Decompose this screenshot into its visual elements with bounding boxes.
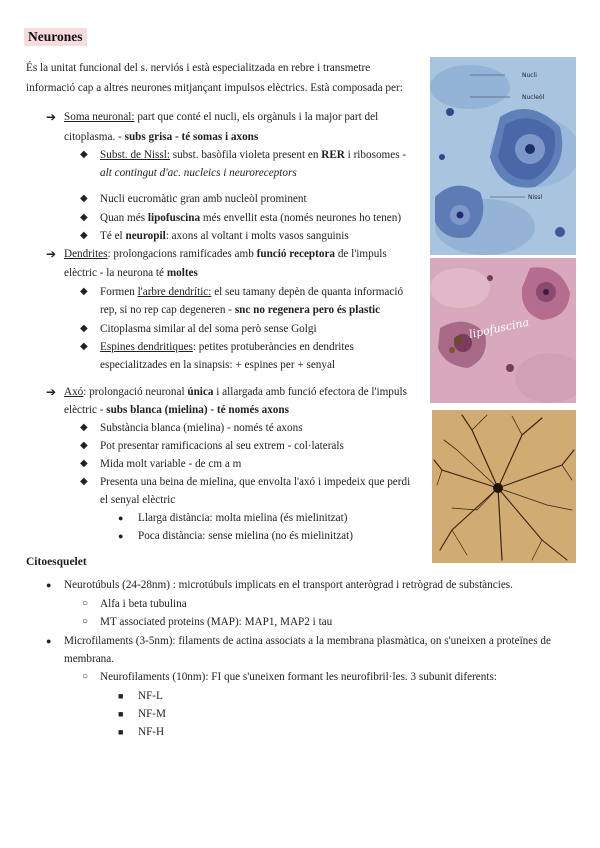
circle-bullet-icon: ○: [82, 598, 89, 609]
dendrites-term: Dendrites: [64, 248, 108, 260]
axo-term: Axó: [64, 386, 84, 398]
section-heading: Citoesquelet: [26, 556, 87, 568]
page-title: Neurones: [24, 28, 87, 46]
soma-line2-bold: subs grisa - té somas i axons: [124, 131, 259, 143]
neuropil-bold: neuropil: [125, 230, 166, 242]
axo-line2-text: elèctric -: [64, 404, 107, 416]
dot-bullet-icon: ●: [118, 531, 124, 541]
tubulin-item: MT associated proteins (MAP): MAP1, MAP2 i tau: [100, 616, 333, 628]
dendrites-line2-text: elèctric - la neurona té: [64, 267, 167, 279]
neuropil-pre: Té el: [100, 230, 126, 242]
nissl-tail: i ribosomes -: [344, 149, 407, 161]
circle-bullet-icon: ○: [82, 616, 89, 627]
diamond-bullet-icon: ◆: [80, 341, 88, 352]
lipo-pre: Quan més: [100, 212, 148, 224]
arbre-pre: Formen: [100, 286, 138, 298]
nissl-bold: RER: [321, 149, 345, 161]
dendrites-text: : prolongacions ramificades amb: [107, 248, 257, 260]
mielina-item: Poca distància: sense mielina (no és mielinitzat): [138, 530, 353, 542]
nissl-term: Subst. de Nissl:: [100, 149, 170, 161]
nucli-item: Nucli eucromàtic gran amb nucleòl prominent: [100, 193, 307, 205]
axo-line-2: [64, 400, 289, 420]
neuropil-item: [100, 226, 349, 246]
tubulin-item: Alfa i beta tubulina: [100, 598, 187, 610]
axo-item: Pot presentar ramificacions al seu extrem - col·laterals: [100, 440, 344, 452]
lipofuscina-item: [100, 208, 401, 228]
soma-line-2: [64, 127, 258, 147]
intro-line-1: És la unitat funcional del s. nerviós i està especialitzada en rebre i transmetre: [26, 62, 371, 74]
microfilaments-line-2: membrana.: [64, 653, 115, 665]
dendrites-line-2: [64, 263, 198, 283]
fig1-label: Nucleòl: [522, 94, 545, 101]
fig1-label: Nucli: [522, 72, 537, 79]
soma-text: part que conté el nucli, els orgànuls i la major part del: [134, 111, 379, 123]
espines-line-2: especialitzades en la sinapsis: + espines per + senyal: [100, 359, 336, 371]
axo-bold: única: [187, 386, 214, 398]
beina-line-2: el senyal elèctric: [100, 494, 176, 506]
dendrites-line-1: [64, 244, 420, 264]
lipofuscina-micrograph: [430, 258, 576, 403]
nf-item: NF-L: [138, 690, 163, 702]
dendrites-tail: de l'impuls: [335, 248, 387, 260]
fig2-label: lipofuscina: [467, 315, 531, 341]
dendrites-bold: funció receptora: [256, 248, 336, 260]
square-bullet-icon: ■: [118, 709, 124, 719]
citoplasma-item: Citoplasma similar al del soma però sense Golgi: [100, 323, 317, 335]
lipo-post: més envellit esta (només neurones ho tenen): [200, 212, 402, 224]
neurofilaments-item: Neurofilaments (10nm): FI que s'uneixen formant les neurofibril·les. 3 subunit diferents:: [100, 671, 497, 683]
dot-bullet-icon: ●: [46, 580, 52, 590]
arrow-bullet-icon: ➔: [46, 247, 57, 261]
fig1-label: Nissl: [528, 194, 543, 201]
microfilaments-line-1: Microfilaments (3-5nm): filaments de actina associats a la membrana plasmàtica, on s'uneixen a proteïnes de: [64, 635, 551, 647]
espines-term: Espines dendritiques: [100, 341, 193, 353]
soma-line-1: [64, 107, 420, 127]
diamond-bullet-icon: ◆: [80, 286, 88, 297]
mielina-item: Llarga distància: molta mielina (és mielinitzat): [138, 512, 348, 524]
diamond-bullet-icon: ◆: [80, 476, 88, 487]
axo-line2-bold: subs blanca (mielina) - té només axons: [106, 404, 289, 416]
nissl-line-2: alt contingut d'ac. nucleics i neuroreceptors: [100, 167, 297, 179]
axo-item: Substància blanca (mielina) - només té axons: [100, 422, 303, 434]
axo-line-1: [64, 382, 424, 402]
diamond-bullet-icon: ◆: [80, 422, 88, 433]
axo-item: Mida molt variable - de cm a m: [100, 458, 242, 470]
intro-line-2: informació cap a altres neurones mitjançant impulsos elèctrics. Està composada per:: [26, 82, 403, 94]
arbre-text: el seu tamany depèn de quanta informació: [211, 286, 404, 298]
diamond-bullet-icon: ◆: [80, 193, 88, 204]
circle-bullet-icon: ○: [82, 671, 89, 682]
arbre-line-2: [100, 300, 380, 320]
dendrites-line2-bold: moltes: [166, 267, 198, 279]
diamond-bullet-icon: ◆: [80, 440, 88, 451]
arbre-term: l'arbre dendrític:: [137, 286, 212, 298]
diamond-bullet-icon: ◆: [80, 323, 88, 334]
arrow-bullet-icon: ➔: [46, 385, 57, 399]
neuropil-post: : axons al voltant i molts vasos sanguinis: [165, 230, 349, 242]
golgi-neuron-image: [432, 410, 576, 563]
arbre-line2-text: rep, si no rep cap degeneren -: [100, 304, 235, 316]
arbre-line-1: [100, 282, 403, 302]
diamond-bullet-icon: ◆: [80, 212, 88, 223]
nissl-text: subst. basòfila violeta present en: [169, 149, 322, 161]
axo-text: : prolongació neuronal: [83, 386, 188, 398]
dot-bullet-icon: ●: [118, 513, 124, 523]
beina-line-1: Presenta una beina de mielina, que envolta l'axó i impedeix que perdi: [100, 476, 411, 488]
nissl-line-1: [100, 145, 406, 165]
arrow-bullet-icon: ➔: [46, 110, 57, 124]
nf-item: NF-H: [138, 726, 165, 738]
diamond-bullet-icon: ◆: [80, 458, 88, 469]
soma-term: Soma neuronal:: [64, 111, 135, 123]
diamond-bullet-icon: ◆: [80, 230, 88, 241]
diamond-bullet-icon: ◆: [80, 149, 88, 160]
arbre-line2-bold: snc no regenera pero és plastic: [234, 304, 381, 316]
espines-line-1: [100, 337, 420, 357]
espines-text: : petites protuberàncies en dendrites: [192, 341, 354, 353]
axo-tail: i allargada amb funció efectora de l'impuls: [213, 386, 407, 398]
nissl-micrograph: [430, 57, 576, 255]
square-bullet-icon: ■: [118, 691, 124, 701]
dot-bullet-icon: ●: [46, 636, 52, 646]
neurotubuls-item: Neurotúbuls (24-28nm) : microtúbuls implicats en el transport anterògrad i retrògrad de substàncies.: [64, 579, 513, 591]
square-bullet-icon: ■: [118, 727, 124, 737]
lipo-bold: lipofuscina: [147, 212, 201, 224]
soma-line2-text: citoplasma. -: [64, 131, 125, 143]
nf-item: NF-M: [138, 708, 166, 720]
